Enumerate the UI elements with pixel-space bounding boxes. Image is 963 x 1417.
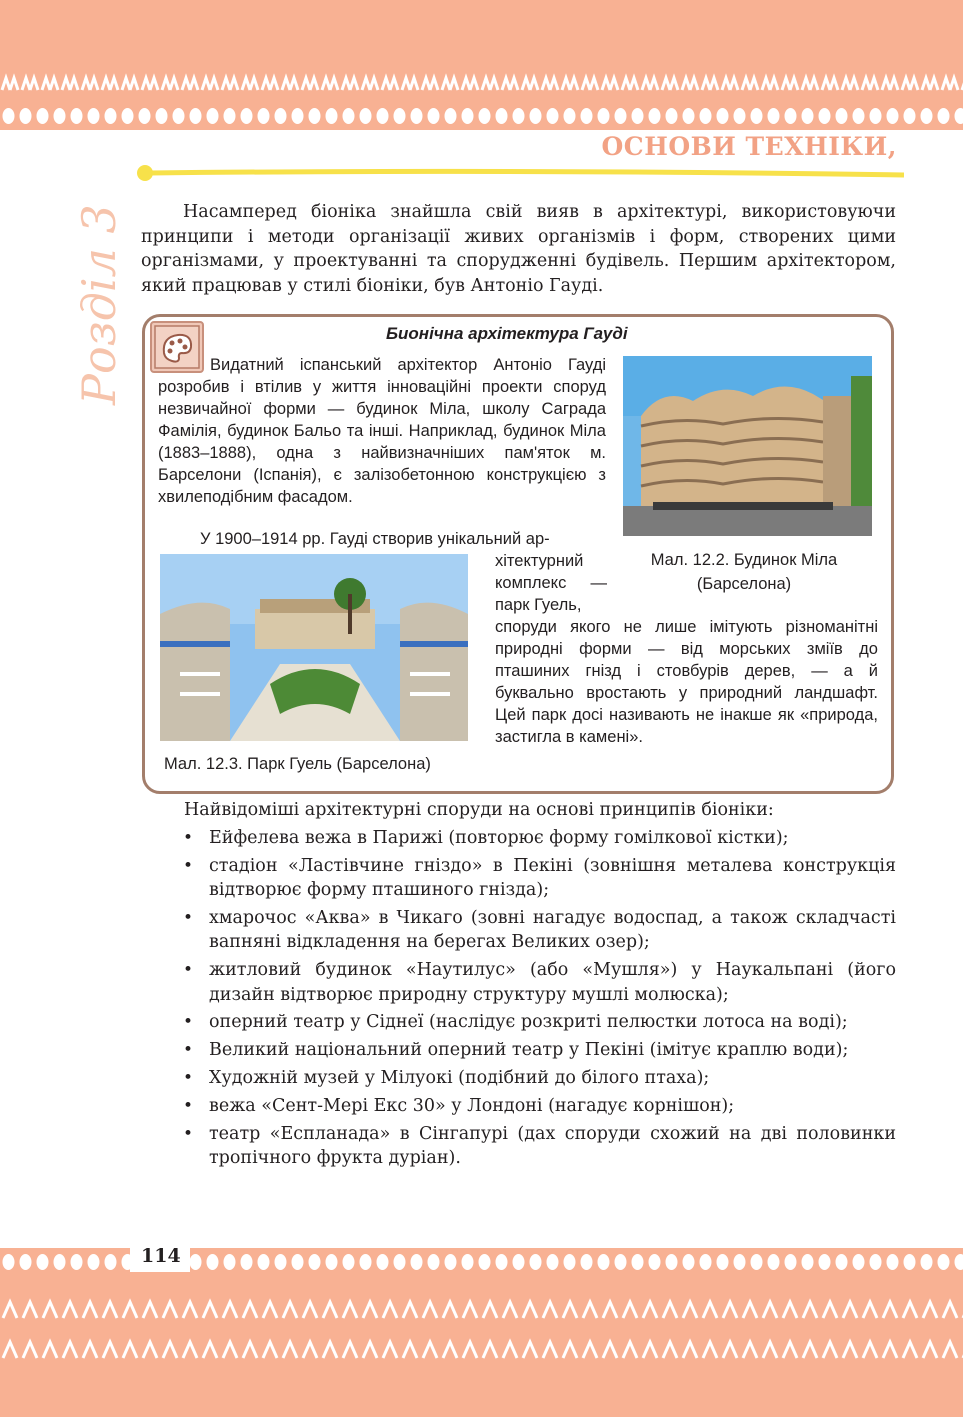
top-scallop-edge	[0, 100, 963, 130]
info-box-paragraph-2-end: споруди якого не лише імітують різноманітні природні форми — від морських зміїв до пташиних гнізд і стовбурів дерев, — а й буквально вростають у природний ландшафт. Цей парк досі називають не інакше як «природа, застигла в камені».	[495, 618, 878, 746]
list-item: • Художній музей у Мілуокі (подібний до білого птаха);	[141, 1066, 896, 1090]
bullet-icon: •	[183, 1123, 194, 1144]
info-box-title: Бионічна архітектура Гауді	[386, 324, 628, 343]
park-guell-photo	[160, 554, 468, 741]
bottom-chevron-pattern	[0, 1288, 963, 1368]
list-item: • Великий національний оперний театр у Пекіні (імітує краплю води);	[141, 1038, 896, 1062]
list-heading: Найвідоміші архітектурні споруди на основі принципів біоніки:	[184, 800, 774, 820]
intro-paragraph: Насамперед біоніка знайшла свій вияв в архітектурі, використовуючи принципи і методи організації живих організмів і форм, створених цими організмами, у проектуванні та спорудженні будівель. Першим архітектором, який працював у стилі біоніки, був Антоніо Гауді.	[141, 202, 896, 296]
list-item: • хмарочос «Аква» в Чикаго (зовні нагадує водоспад, а також складчасті вапняні відкладення на берегах Великих озер);	[183, 908, 896, 953]
top-decorative-band	[0, 0, 963, 130]
bullet-icon: •	[183, 960, 194, 981]
caption-park-guell: Мал. 12.3. Парк Гуель (Барселона)	[164, 755, 431, 773]
info-box-paragraph-2-mid: хітектурний комплекс — парк Гуель,	[495, 552, 607, 614]
casa-mila-photo	[623, 356, 872, 536]
bullet-icon: •	[183, 908, 194, 928]
list-item: • вежа «Сент-Мері Екс 30» у Лондоні (нагадує корнішон);	[141, 1094, 896, 1118]
bullet-icon: •	[183, 828, 194, 848]
top-zigzag-pattern	[0, 72, 963, 98]
page-number: 114	[141, 1245, 181, 1267]
bionic-buildings-list	[141, 826, 896, 1174]
info-box-paragraph-1: Видатний іспанський архітектор Антоніо Гауді розробив і втілив у життя інноваційні проекти споруд незвичайної форми — будинок Міла, школу Саграда Фамілія, будинок Бальо та інші. Наприклад, будинок Міла (1883–1888), одна з найвизначніших пам'яток м. Барселони (Іспанія), є залізобетонною конструкцією з хвилеподібним фасадом.	[158, 356, 606, 506]
bullet-icon: •	[183, 1040, 194, 1061]
header-yellow-rule	[136, 165, 904, 181]
info-box-paragraph-2-start: У 1900–1914 рр. Гауді створив унікальний ар-	[200, 530, 550, 548]
list-item: • театр «Еспланада» в Сінгапурі (дах споруди схожий на дві половинки тропічного фрукта дуріан).	[183, 1123, 896, 1168]
list-item: • Ейфелева вежа в Парижі (повторює форму гомілкової кістки);	[141, 826, 896, 850]
section-label	[62, 204, 132, 410]
caption-casa-mila: Мал. 12.2. Будинок Міла (Барселона)	[650, 551, 838, 593]
bullet-icon: •	[183, 1095, 194, 1116]
list-item: • стадіон «Ластівчине гніздо» в Пекіні (зовнішня металева конструкція відтворює форму пташиного гнізда);	[183, 855, 896, 901]
bottom-decorative-band	[0, 1248, 963, 1417]
chapter-header-title: ОСНОВИ ТЕХНІКИ,	[601, 132, 897, 161]
list-item: • житловий будинок «Наутилус» (або «Мушля») у Наукальпані (його дизайн відтворює природну структуру мушлі молюска);	[183, 960, 896, 1005]
bullet-icon: •	[183, 1068, 194, 1088]
bullet-icon: •	[183, 855, 194, 876]
list-item: • оперний театр у Сіднеї (наслідує розкриті пелюстки лотоса на воді);	[141, 1010, 896, 1034]
section-label-text: Розділ 3	[72, 204, 126, 405]
bullet-icon: •	[183, 1012, 194, 1033]
